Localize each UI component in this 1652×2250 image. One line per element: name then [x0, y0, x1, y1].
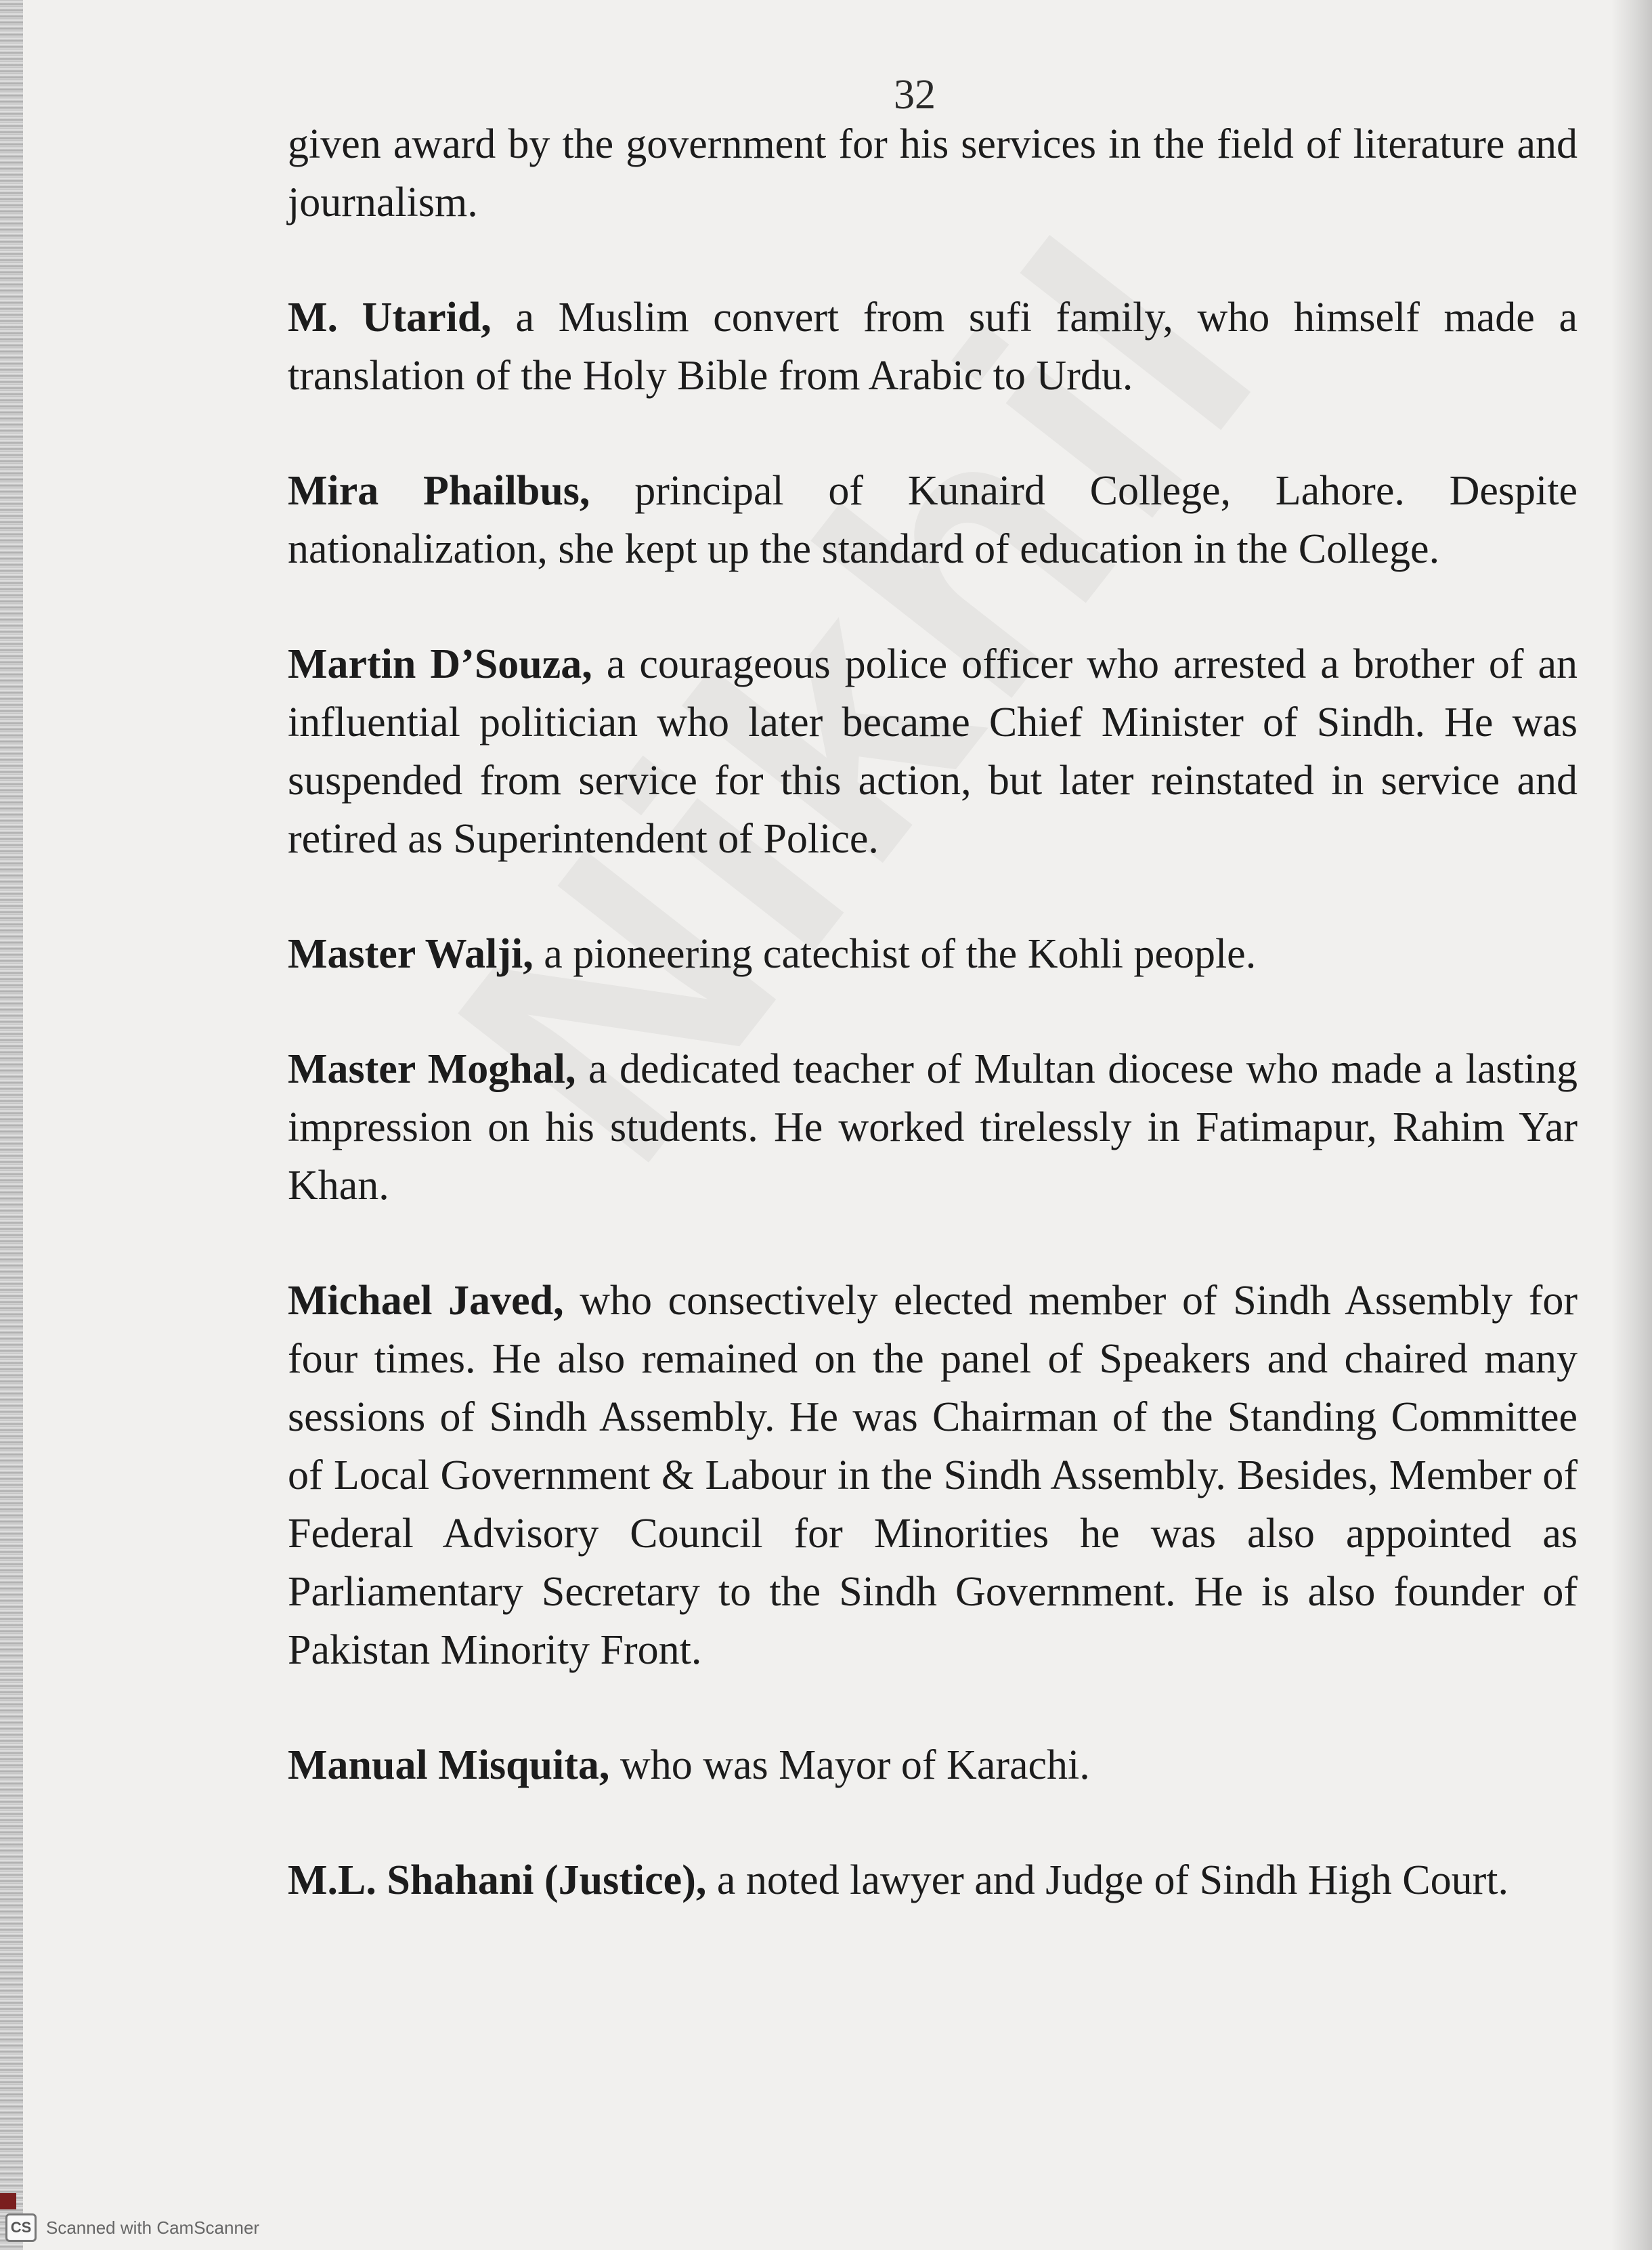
entry-name: Martin D’Souza, — [288, 641, 592, 687]
entry-text: a pioneering catechist of the Kohli people. — [533, 931, 1257, 977]
entry-text: who consectively elected member of Sindh Assembly for four times. He also remained on the panel of Speakers and chaired many sessions of Sindh Assembly. He was Chairman of the Standing Committee of Local Government & Labour in the Sindh Assembly. Besides, Member of Federal Advisory Council for Minorities he was also appointed as Parliamentary Secretary to the Sindh Government. He is also founder of Pakistan Minority Front. — [288, 1278, 1578, 1673]
entry-text: a noted lawyer and Judge of Sindh High Court. — [706, 1857, 1509, 1903]
entry-continuation — [288, 115, 1578, 232]
entry-name: Michael Javed, — [288, 1278, 564, 1324]
entry-text: a Muslim convert from sufi family, who himself made a translation of the Holy Bible from Arabic to Urdu. — [288, 295, 1578, 399]
entry-name: Master Walji, — [288, 931, 534, 977]
scanner-text: Scanned with CamScanner — [46, 2217, 260, 2238]
entry-phailbus — [288, 462, 1578, 578]
entry-moghal — [288, 1040, 1578, 1215]
entry-javed — [288, 1272, 1578, 1679]
entry-dsouza — [288, 635, 1578, 868]
entry-name: Master Moghal, — [288, 1046, 576, 1092]
camscanner-logo-icon: CS — [5, 2213, 37, 2242]
page-number: 32 — [894, 72, 936, 118]
entry-text: principal of Kunaird College, Lahore. Despite nationalization, she kept up the standard of education in the College. — [288, 468, 1578, 572]
entry-misquita — [288, 1736, 1578, 1794]
entry-shahani — [288, 1851, 1578, 1909]
entry-text: a dedicated teacher of Multan diocese who made a lasting impression on his students. He worked tirelessly in Fatimapur, Rahim Yar Khan. — [288, 1046, 1578, 1209]
entry-text: given award by the government for his services in the field of literature and journalism. — [288, 121, 1578, 225]
corner-mark — [0, 2193, 16, 2209]
scan-edge-right — [1611, 0, 1652, 2250]
scan-edge-left — [0, 0, 23, 2250]
entry-utarid — [288, 288, 1578, 405]
entry-name: Mira Phailbus, — [288, 468, 590, 514]
text-column — [288, 115, 1578, 1966]
scanner-footer — [5, 2213, 259, 2242]
entry-text: who was Mayor of Karachi. — [609, 1742, 1090, 1788]
entry-name: M. Utarid, — [288, 295, 492, 341]
entry-walji — [288, 925, 1578, 983]
entry-name: M.L. Shahani (Justice), — [288, 1857, 707, 1903]
entry-text: a courageous police officer who arrested a brother of an influential politician who later became Chief Minister of Sindh. He was suspended from service for this action, but later reinstated in service and retired as Superintendent of Police. — [288, 641, 1578, 862]
entry-name: Manual Misquita, — [288, 1742, 610, 1788]
